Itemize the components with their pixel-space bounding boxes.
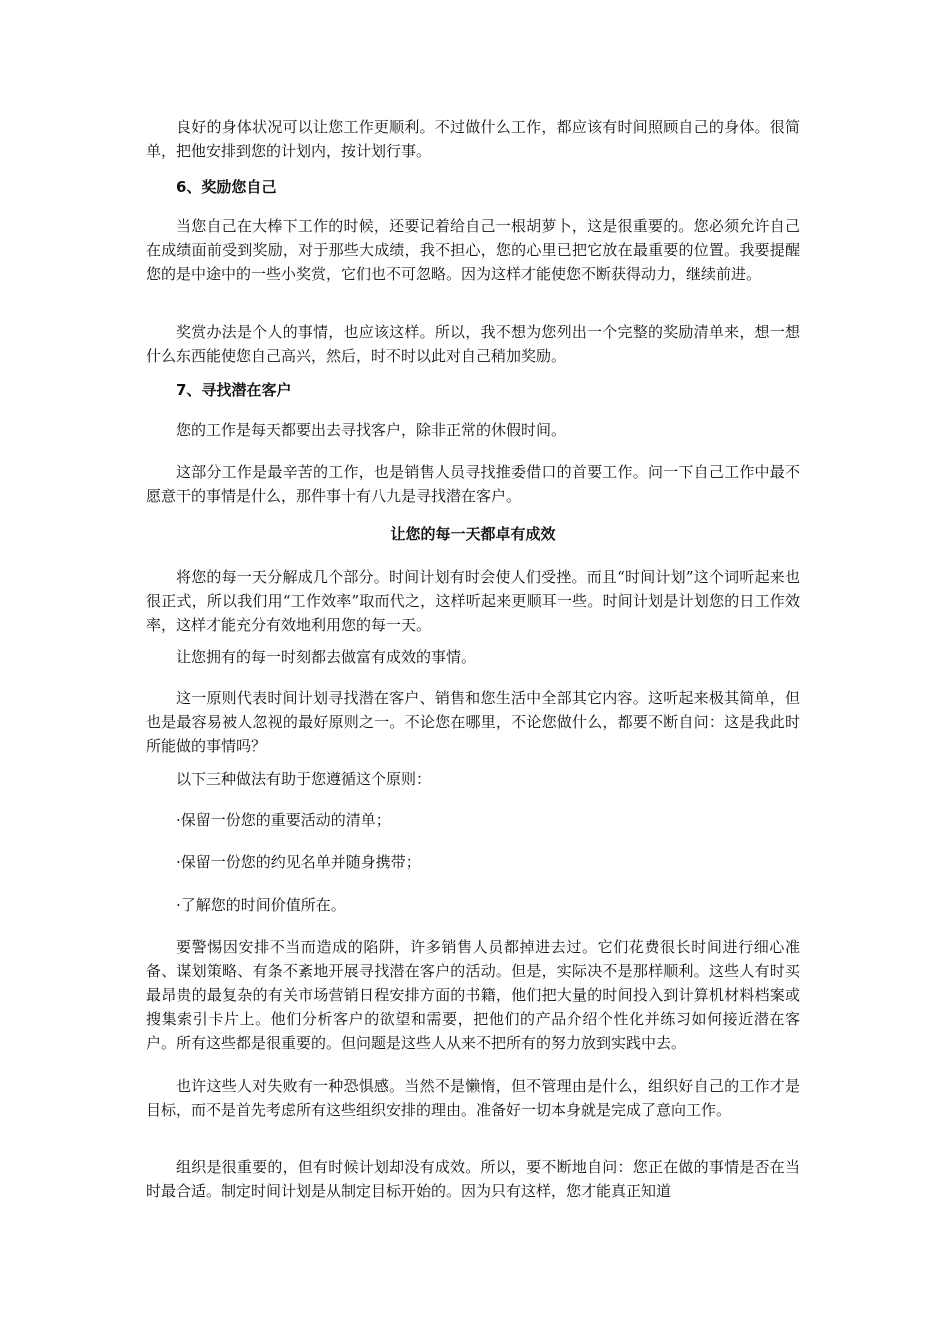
heading-reward-yourself: 6、奖励您自己: [176, 178, 277, 196]
bullet-time-value: ·了解您的时间价值所在。: [176, 896, 346, 914]
paragraph-every-moment: 让您拥有的每一时刻都去做富有成效的事情。: [176, 648, 477, 666]
paragraph-reward-method: 奖赏办法是个人的事情，也应该这样。所以，我不想为您列出一个完整的奖励清单来，想一想什么东西能使您自己高兴，然后，时不时以此对自己稍加奖励。: [146, 323, 800, 365]
paragraph-fear-of-failure: 也许这些人对失败有一种恐惧感。当然不是懒惰，但不管理由是什么，组织好自己的工作才是目标，而不是首先考虑所有这些组织安排的理由。准备好一切本身就是完成了意向工作。: [146, 1077, 800, 1119]
paragraph-hardest-work: 这部分工作是最辛苦的工作，也是销售人员寻找推委借口的首要工作。问一下自己工作中最不愿意干的事情是什么，那件事十有八九是寻找潜在客户。: [146, 463, 800, 505]
section-title-productive-day: 让您的每一天都卓有成效: [390, 525, 556, 543]
paragraph-carrot: 当您自己在大棒下工作的时候，还要记着给自己一根胡萝卜，这是很重要的。您必须允许自己在成绩面前受到奖励，对于那些大成绩，我不担心，您的心里已把它放在最重要的位置。我要提醒您的是中途中的一些小奖赏，它们也不可忽略。因为这样才能使您不断获得动力，继续前进。: [146, 217, 800, 283]
paragraph-three-methods: 以下三种做法有助于您遵循这个原则：: [176, 770, 432, 788]
bullet-appointment-list: ·保留一份您的约见名单并随身携带；: [176, 853, 421, 871]
paragraph-traps: 要警惕因安排不当而造成的陷阱，许多销售人员都掉进去过。它们花费很长时间进行细心准备、谋划策略、有条不紊地开展寻找潜在客户的活动。但是，实际决不是那样顺利。这些人有时买最昂贵的最复杂的有关市场营销日程安排方面的书籍，他们把大量的时间投入到计算机材料档案或搜集索引卡片上。他们分析客户的欲望和需要，把他们的产品介绍个性化并练习如何接近潜在客户。所有这些都是很重要的。但问题是这些人从来不把所有的努力放到实践中去。: [146, 938, 800, 1052]
paragraph-organization: 组织是很重要的，但有时候计划却没有成效。所以，要不断地自问：您正在做的事情是否在当时最合适。制定时间计划是从制定目标开始的。因为只有这样，您才能真正知道: [146, 1158, 800, 1200]
bullet-activity-list: ·保留一份您的重要活动的清单；: [176, 811, 391, 829]
heading-find-prospects: 7、寻找潜在客户: [176, 381, 292, 399]
paragraph-divide-day: 将您的每一天分解成几个部分。时间计划有时会使人们受挫。而且“时间计划”这个词听起来也很正式，所以我们用“工作效率”取而代之，这样听起来更顺耳一些。时间计划是计划您的日工作效率，这样才能充分有效地利用您的每一天。: [146, 568, 800, 634]
paragraph-daily-work: 您的工作是每天都要出去寻找客户，除非正常的休假时间。: [176, 421, 567, 439]
paragraph-principle: 这一原则代表时间计划寻找潜在客户、销售和您生活中全部其它内容。这听起来极其简单，但也是最容易被人忽视的最好原则之一。不论您在哪里，不论您做什么，都要不断自问：这是我此时所能做的事情吗？: [146, 689, 800, 755]
paragraph-health: 良好的身体状况可以让您工作更顺利。不过做什么工作，都应该有时间照顾自己的身体。很简单，把他安排到您的计划内，按计划行事。: [146, 118, 800, 160]
